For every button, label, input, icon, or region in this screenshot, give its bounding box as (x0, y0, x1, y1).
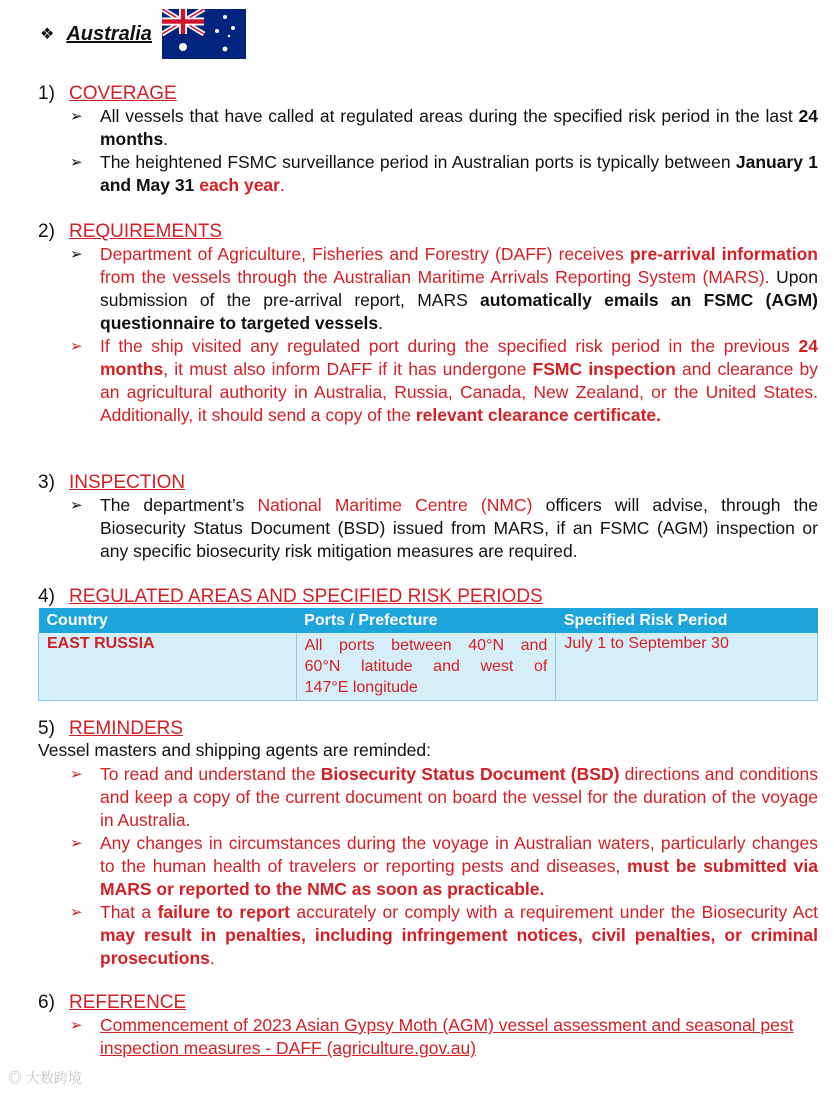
section-title: REGULATED AREAS AND SPECIFIED RISK PERIODS (69, 586, 543, 607)
arrow-bullet-icon: ➢ (70, 154, 83, 171)
country-cell: EAST RUSSIA (39, 633, 297, 701)
table-row (39, 633, 818, 701)
reminders-intro: Vessel masters and shipping agents are reminded: (38, 740, 432, 760)
section-number: 4) (38, 586, 55, 607)
country-header (40, 8, 246, 60)
section-number: 2) (38, 221, 55, 242)
list-item: ➢ To read and understand the Biosecurity Status Document (BSD) directions and conditions and keep a copy of the current document on board the vessel for the duration of the voyage in Australia. (70, 764, 819, 830)
arrow-bullet-icon: ➢ (70, 497, 83, 514)
diamond-bullet-icon: ❖ (40, 26, 55, 43)
list-item: ➢ All vessels that have called at regulated areas during the specified risk period in the last 24 months. (70, 106, 818, 149)
section-title: INSPECTION (69, 472, 186, 493)
arrow-bullet-icon: ➢ (70, 246, 83, 263)
arrow-bullet-icon: ➢ (70, 835, 83, 852)
requirements-bullets (70, 243, 818, 427)
ports-cell: All ports between 40°N and 60°N latitude and west of 147°E longitude (296, 633, 556, 701)
list-item: ➢ Department of Agriculture, Fisheries and Forestry (DAFF) receives pre-arrival information from the vessels through the Australian Maritime Arrivals Reporting System (MARS). Upon submission of the pre-arrival report, MARS automatically emails an FSMC (AGM) questionnaire to targeted vessels. (70, 244, 819, 333)
table-header-row (39, 608, 818, 633)
section-requirements-heading (38, 221, 222, 243)
column-header: Country (39, 608, 297, 633)
section-title: REMINDERS (69, 718, 184, 739)
list-item: ➢ If the ship visited any regulated port during the specified risk period in the previous 24 months, it must also inform DAFF if it has undergone FSMC inspection and clearance by an agricultural authority in Australia, Russia, Canada, New Zealand, or the United States. Additionally, it should send a copy of the relevant clearance certificate. (70, 336, 818, 425)
union-jack-canton (162, 9, 204, 34)
section-title: REFERENCE (69, 992, 187, 1013)
australia-flag-icon (162, 9, 246, 59)
section-number: 6) (38, 992, 55, 1013)
reference-link[interactable]: Commencement of 2023 Asian Gypsy Moth (AGM) vessel assessment and seasonal pest inspection measures - DAFF (agriculture.gov.au) (100, 1015, 794, 1058)
arrow-bullet-icon: ➢ (70, 108, 83, 125)
arrow-bullet-icon: ➢ (70, 766, 83, 783)
list-item: ➢ The department’s National Maritime Centre (NMC) officers will advise, through the Biosecurity Status Document (BSD) issued from MARS, if an FSMC (AGM) inspection or any specific biosecurity risk mitigation measures are required. (70, 495, 818, 561)
column-header: Specified Risk Period (556, 608, 818, 633)
list-item: ➢ Any changes in circumstances during the voyage in Australian waters, particularly changes to the human health of travelers or reporting pests and diseases, must be submitted via MARS or reported to the NMC as soon as practicable. (70, 833, 818, 899)
section-number: 1) (38, 83, 55, 104)
list-item (70, 1014, 818, 1060)
section-inspection-heading (38, 472, 185, 494)
section-reference-heading (38, 992, 186, 1014)
inspection-bullets (70, 494, 818, 563)
reminders-bullets (70, 763, 818, 970)
section-number: 3) (38, 472, 55, 493)
section-number: 5) (38, 718, 55, 739)
country-title: Australia (66, 22, 152, 45)
risk-periods-table (38, 608, 818, 701)
list-item: ➢ That a failure to report accurately or comply with a requirement under the Biosecurity Act may result in penalties, including infringement notices, civil penalties, or criminal prosecutions. (70, 902, 818, 968)
reference-bullets (70, 1014, 818, 1060)
section-coverage-heading (38, 83, 177, 105)
period-cell: July 1 to September 30 (556, 633, 818, 701)
section-title: REQUIREMENTS (69, 221, 223, 242)
watermark-icon: ◎ (8, 1070, 26, 1086)
arrow-bullet-icon: ➢ (70, 338, 83, 355)
section-regulated-heading (38, 586, 543, 608)
column-header: Ports / Prefecture (296, 608, 556, 633)
arrow-bullet-icon: ➢ (70, 1017, 83, 1034)
section-title: COVERAGE (69, 83, 177, 104)
watermark: ◎ 大数跨境 (8, 1070, 82, 1086)
arrow-bullet-icon: ➢ (70, 904, 83, 921)
section-reminders-heading (38, 718, 183, 740)
list-item: ➢ The heightened FSMC surveillance period in Australian ports is typically between January 1 and May 31 each year. (70, 152, 818, 195)
coverage-bullets (70, 105, 818, 197)
